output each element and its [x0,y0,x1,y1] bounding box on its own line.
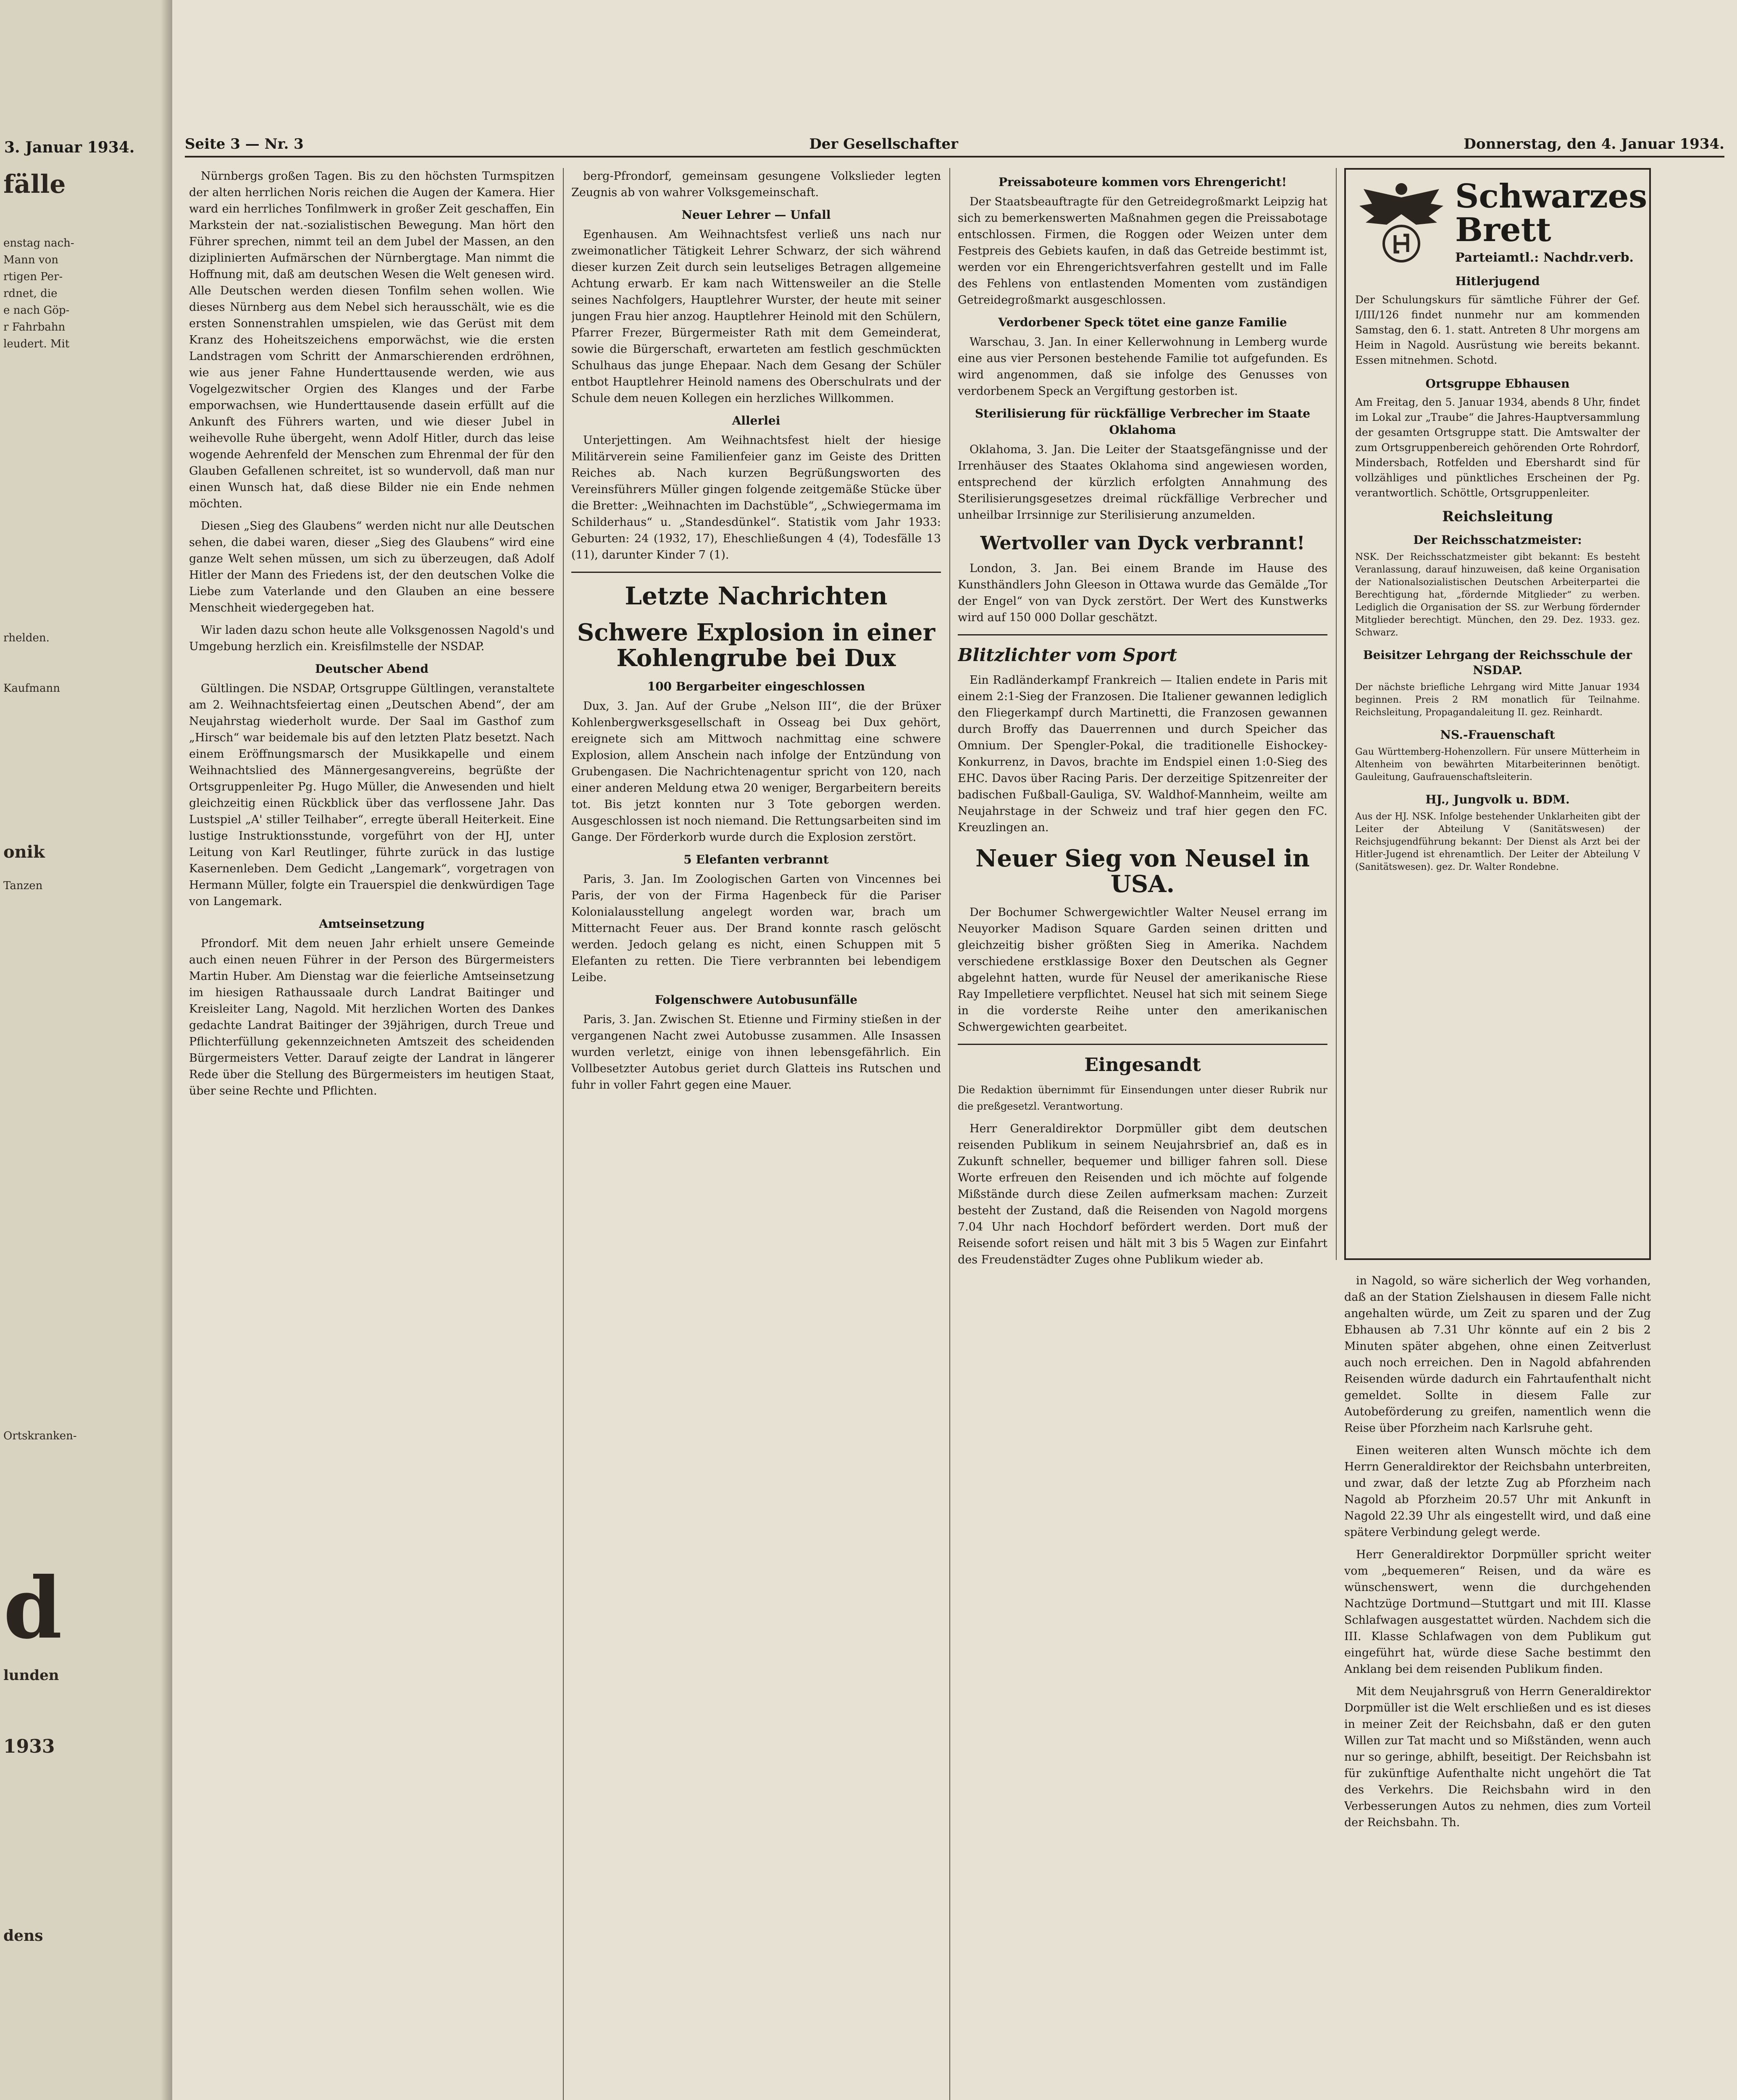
notice-subheading: Beisitzer Lehrgang der Reichsschule der NSDAP. [1363,648,1632,677]
spine-fragment: rhelden. [3,632,50,644]
article-paragraph: Herr Generaldirektor Dorpmüller spricht weiter vom „bequemeren“ Reisen, und da wäre es wünschenswert, wenn die durchgehenden Nachtzüge Dortmund—Stuttgart und mit III. Klasse Schlafwagen ausgestattet würden. Nachdem sich die III. Klasse Schlafwagen von dem Publikum gut eingeführt hat, würde diese Sache bestimmt den Anklang bei dem reisenden Publikum finden. [1344,1548,1651,1676]
spine-fragment: 1933 [3,1736,55,1757]
spine-fragment: Ortskranken- [3,1430,77,1442]
notice-paragraph: Am Freitag, den 5. Januar 1934, abends 8 Uhr, findet im Lokal zur „Traube“ die Jahres-Hauptversammlung der gesamten Ortsgruppe statt. Die Amtswalter der zum Ortsgruppenbereich gehörenden Orte Rohrdorf, Mindersbach, Rotfelden und Ebershardt sind für vollzähliges und pünktliches Erscheinen der Pg. verantwortlich. Schöttle, Ortsgruppenleiter. [1355,396,1640,499]
notice-heading: Ortsgruppe Ebhausen [1425,377,1570,391]
article-paragraph: Oklahoma, 3. Jan. Die Leiter der Staatsgefängnisse und der Irrenhäuser des Staates Oklahoma sind angewiesen worden, entsprechend der kürzlich erfolgten Annahmung des Sterilisierungsgesetzes dreimal rückfällige Verbrecher und unheilbar Irrsinnige zur Sterilisierung anzumelden. [958,443,1327,522]
article-paragraph: Dux, 3. Jan. Auf der Grube „Nelson III“, die der Brüxer Kohlenbergwerksgesellschaft in Osseag bei Dux gehört, ereignete sich am Mittwoch nachmittag eine schwere Explosion, allem Anschein nach infolge der Entzündung von Grubengasen. Die Nachrichtenagentur spricht von 120, nach einer anderen Meldung etwa 20 weniger, Bergarbeitern bereits tot. Bis jetzt konnten nur 3 Tote geborgen werden. Ausgeschlossen ist noch niemand. Die Rettungsarbeiten sind im Gange. Der Förderkorb wurde durch die Explosion zerstört. [571,699,941,844]
notice-heading: NS.-Frauenschaft [1440,728,1555,742]
column-2 [571,168,941,2100]
spine-fragment: enstag nach- [3,237,74,249]
notice-board-subtitle: Parteiamtl.: Nachdr.verb. [1455,250,1634,265]
notice-paragraph: Gau Württemberg-Hohenzollern. Für unsere Mütterheim in Altenheim von bewährten Mitarbeiterinnen benötigt. Gauleitung, Gaufrauenschaftsleiterin. [1355,747,1640,782]
spine-fragment: fälle [3,170,66,199]
column-4-continuation [1344,1273,1651,2100]
eagle-emblem-icon [1355,181,1448,265]
spine-fragment: leudert. Mit [3,338,70,350]
page-number: Seite 3 — Nr. 3 [185,136,304,152]
spine-fragment: d [3,1559,62,1658]
article-heading: Sterilisierung für rückfällige Verbrecher im Staate Oklahoma [975,407,1311,437]
article-heading: 5 Elefanten verbrannt [683,852,829,866]
article-paragraph: Diesen „Sieg des Glaubens“ werden nicht nur alle Deutschen sehen, die dabei waren, dieser „Sieg des Glaubens“ wird eine ganze Welt sehen müssen, um sich zu überzeugen, daß Adolf Hitler der Mann des Friedens ist, der den deutschen Volke die Liebe zum Vaterlande und den Glauben an eine bessere Menschheit wiedergegeben hat. [189,520,554,614]
article-paragraph: Paris, 3. Jan. Zwischen St. Etienne und Firminy stießen in der vergangenen Nacht zwei Autobusse zusammen. Alle Insassen wurden verletzt, einige von ihnen lebensgefährlich. Ein Vollbesetzter Autobus geriet durch Glatteis ins Rutschen und fuhr in voller Fahrt gegen eine Mauer. [571,1013,941,1092]
newspaper-name: Der Gesellschafter [809,136,958,152]
article-heading: Neuer Lehrer — Unfall [681,208,831,222]
spine-fragment: r Fahrbahn [3,321,66,333]
spine-fragment: rtigen Per- [3,270,63,283]
adjacent-page-edge [0,0,175,2100]
article-paragraph: Warschau, 3. Jan. In einer Kellerwohnung in Lemberg wurde eine aus vier Personen bestehende Familie tot aufgefunden. Es wird angenommen, daß sie infolge des Genusses von verdorbenem Speck an Vergiftung gestorben ist. [958,336,1327,398]
main-headline: Schwere Explosion in einer Kohlengrube bei Dux [577,618,936,672]
article-paragraph: Einen weiteren alten Wunsch möchte ich dem Herrn Generaldirektor der Reichsbahn unterbreiten, und zwar, daß der letzte Zug ab Pforzheim nach Nagold ab Pforzheim 20.57 Uhr mit Ankunft in Nagold 22.39 Uhr als eingestellt wird, und daß eine spätere Verbindung gelegt werde. [1344,1444,1651,1539]
page-fold-shadow [160,0,172,2100]
sub-headline: 100 Bergarbeiter eingeschlossen [647,679,865,693]
section-headline: Eingesandt [1084,1054,1201,1076]
article-paragraph: Gültlingen. Die NSDAP, Ortsgruppe Gültlingen, veranstaltete am 2. Weihnachtsfeiertag einen „Deutschen Abend“, der am Neujahrstag wiederholt wurde. Der Saal im Gasthof zum „Hirsch“ war beidemale bis auf den letzten Platz besetzt. Nach einem Eröffnungsmarsch der Musikkapelle und einem Weihnachtslied des Männergesangvereins, begrüßte der Ortsgruppenleiter Pg. Hugo Müller, die Anwesenden und hielt gleichzeitig einen Rückblick über das verflossene Jahr. Das Lustspiel „A' stiller Teilhaber“, erregte überall Heiterkeit. Eine lustige Instruktionsstunde, vorgeführt von der HJ, unter Leitung von Karl Reutlinger, führte zurück in das lustige Kasernenleben. Dem Gedicht „Langemark“, vorgetragen von Hermann Müller, folgte ein Trauerspiel die denkwürdigen Tage von Langemark. [189,682,554,908]
article-paragraph: in Nagold, so wäre sicherlich der Weg vorhanden, daß an der Station Zielshausen in diesem Falle nicht angehalten würde, um Zeit zu sparen und der Zug Ebhausen ab 7.31 Uhr könnte auf ein 2 bis 2 Minuten später abgehen, ohne einen Zeitverlust auch noch erreichen. Den in Nagold abfahrenden Reisenden würde dadurch ein Fahrtaufenthalt nicht gemeldet. Sollte in diesem Falle zur Autobeförderung zu greifen, namentlich wenn die Reise über Pforzheim nach Karlsruhe geht. [1344,1274,1651,1435]
spine-fragment: onik [3,842,45,862]
page-header [185,132,1724,158]
spine-fragment: e nach Göp- [3,304,70,317]
article-paragraph: Paris, 3. Jan. Im Zoologischen Garten von Vincennes bei Paris, der von der Firma Hagenbeck für die Pariser Kolonialausstellung angelegt worden war, brach um Mitternacht Feuer aus. Der Brand konnte rasch gelöscht werden. Jedoch gelang es nicht, einen Schuppen mit 5 Elefanten zu retten. Die Tiere verbrannten bei lebendigem Leibe. [571,872,941,984]
divider [571,572,941,573]
article-paragraph: berg-Pfrondorf, gemeinsam gesungene Volkslieder legten Zeugnis ab von wahrer Volksgemeinschaft. [571,170,941,199]
article-paragraph: Pfrondorf. Mit dem neuen Jahr erhielt unsere Gemeinde auch einen neuen Führer in der Person des Bürgermeisters Martin Huber. Am Dienstag war die feierliche Amtseinsetzung im hiesigen Rathaussaale durch Landrat Baitinger und Kreisleiter Lang, Nagold. Mit herzlichen Worten des Dankes gedachte Landrat Baitinger der 39jährigen, durch Treue und Pflichterfüllung gekennzeichneten Amtszeit des scheidenden Bürgermeisters Vetter. Darauf zeigte der Landrat in längerer Rede über die Stellung des Bürgermeisters im heutigen Staat, über seine Rechte und Pflichten. [189,937,554,1097]
notice-board-header [1355,177,1648,265]
article-paragraph: Herr Generaldirektor Dorpmüller gibt dem deutschen reisenden Publikum in seinem Neujahrsbrief an, daß es in Zukunft schneller, bequemer und billiger fahren soll. Diese Worte erfreuen den Reisenden und ich möchte auf folgende Mißstände durch diese Zeilen aufmerksam machen: Zurzeit besteht der Zustand, daß die Reisenden von Nagold morgens 7.04 Uhr nach Hochdorf befördert werden. Dort muß der Reisende sofort reisen und hält mit 3 bis 5 Wagen zur Einfahrt des Freudenstädter Zuges ohne Publikum wieder ab. [958,1122,1327,1267]
article-heading: Preissaboteure kommen vors Ehrengericht! [998,175,1287,189]
notice-heading: Hitlerjugend [1455,274,1540,288]
spine-fragment: rdnet, die [3,287,58,300]
article-paragraph: Mit dem Neujahrsgruß von Herrn Generaldirektor Dorpmüller ist die Welt erschließen und es ist dieses in meiner Zeit der Reichsbahn, daß er den guten Willen zur Tat macht und so Mißständen, wenn auch nur so geringe, abhilft, beseitigt. Der Reichsbahn ist für zukünftige Aufenthalte nicht ungehört die Tat des Verkehrs. Die Reichsbahn wird in den Verbesserungen Autos zu nehmen, dies zum Vorteil der Reichsbahn. Th. [1344,1685,1651,1829]
notice-board-title: Schwarzes Brett [1455,177,1648,249]
issue-date: Donnerstag, den 4. Januar 1934. [1464,136,1724,152]
editorial-note: Die Redaktion übernimmt für Einsendungen unter dieser Rubrik nur die preßgesetzl. Verantwortung. [958,1084,1327,1113]
column-3 [958,168,1327,2100]
article-paragraph: Unterjettingen. Am Weihnachtsfest hielt der hiesige Militärverein seine Familienfeier ganz im Geiste des Dritten Reiches ab. Nach kurzen Begrüßungsworten des Vereinsführers Müller gingen folgende zeitgemäße Stücke über die Bretter: „Weihnachten im Dachstüble“, „Schwiegermama im Schilderhaus“ u. „Standesdünkel“. Statistik vom Jahr 1933: Geburten: 24 (1932, 17), Eheschließungen 4 (4), Todesfälle 13 (11), darunter Kinder 7 (1). [571,434,941,562]
article-heading: Folgenschwere Autobusunfälle [654,992,858,1007]
divider [958,1044,1327,1045]
article-headline: Wertvoller van Dyck verbrannt! [980,533,1305,554]
section-headline: Letzte Nachrichten [625,582,888,610]
column-1 [189,168,554,2100]
article-heading: Allerlei [732,414,780,428]
newspaper-page [172,0,1737,2100]
article-heading: Amtseinsetzung [319,917,425,931]
article-paragraph: Ein Radländerkampf Frankreich — Italien endete in Paris mit einem 2:1-Sieg der Franzosen. Die Italiener gewannen lediglich den Fliegerkampf durch Martinetti, die Franzosen gewannen durch Broffy das Dauerrennen und durch Speicher das Omnium. Der Spengler-Pokal, die traditionelle Eishockey-Konkurrenz, in Davos, brachte im Endspiel einen 1:0-Sieg des EHC. Davos über Racing Paris. Der derzeitige Spitzenreiter der badischen Fußball-Gauliga, SV. Waldhof-Mannheim, weilte am Neujahrstage in der Schweiz und traf hier gegen den FC. Kreuzlingen an. [958,673,1327,834]
article-heading: Deutscher Abend [315,662,428,676]
column-rule [949,168,950,2100]
section-headline: Blitzlichter vom Sport [958,645,1177,666]
article-paragraph: Egenhausen. Am Weihnachtsfest verließ uns nach nur zweimonatlicher Tätigkeit Lehrer Schwarz, der sich während dieser kurzen Zeit durch sein leutseliges Betragen allgemeine Achtung erwarb. Er kam nach Wittensweiler an die Stelle seines Nachfolgers, Hauptlehrer Wurster, der heute mit seiner jungen Frau hier anzog. Hauptlehrer Heinold mit den Schülern, Pfarrer Frezer, Bürgermeister Rath mit dem Gemeinderat, sowie die Bürgerschaft, erwarteten am festlich geschmückten Schulhaus das junge Ehepaar. Nach dem Gesang der Schüler entbot Hauptlehrer Heinold namens des Oberschulrats und der Schule dem neuen Kollegen ein herzliches Willkommen. [571,228,941,405]
article-paragraph: Wir laden dazu schon heute alle Volksgenossen Nagold's und Umgebung herzlich ein. Kreisfilmstelle der NSDAP. [189,624,554,653]
notice-board-box [1344,168,1651,1260]
spine-fragment: Tanzen [3,879,43,892]
article-paragraph: Der Bochumer Schwergewichtler Walter Neusel errang im Neuyorker Madison Square Garden seinen dritten und gleichzeitig bisher größten Sieg in Amerika. Nachdem verschiedene erstklassige Boxer den Deutschen als Gegner abgelehnt hatten, wurde für Neusel der amerikanische Riese Ray Impelletiere verpflichtet. Neusel hat sich mit seinem Siege in die vorderste Reihe unter den amerikanischen Schwergewichten gearbeitet. [958,906,1327,1034]
article-headline: Neuer Sieg von Neusel in USA. [975,844,1310,898]
notice-paragraph: Der Schulungskurs für sämtliche Führer der Gef. I/III/126 findet nunmehr nur am kommenden Samstag, den 6. 1. statt. Antreten 8 Uhr morgens am Heim in Nagold. Ausrüstung wie bereits bekannt. Essen mitnehmen. Schotd. [1355,294,1640,366]
column-rule [563,168,564,2100]
spine-fragment: dens [3,1927,43,1945]
notice-paragraph: Aus der HJ. NSK. Infolge bestehender Unklarheiten gibt der Leiter der Abteilung V (Sanitätswesen) der Reichsjugendführung bekannt: Der Dienst als Arzt bei der Hitler-Jugend ist ehrenamtlich. Der Leiter der Abteilung V (Sanitätswesen). gez. Dr. Walter Rondebne. [1355,811,1640,872]
notice-heading: Reichsleitung [1442,508,1553,525]
divider [958,634,1327,635]
article-paragraph: Nürnbergs großen Tagen. Bis zu den höchsten Turmspitzen der alten herrlichen Noris reichen die Augen der Kamera. Hier ward ein herrliches Tonfilmwerk in großer Zeit geschaffen, Ein Markstein der nat.-sozialistischen Bewegung. Man hört den Führer sprechen, nimmt teil an dem Jubel der Massen, an den diziplinierten Aufmärschen der Nürnbergtage. Man nimmt die Hoffnung mit, daß am deutschen Wesen die Welt genesen wird. Alle Deutschen werden diesen Tonfilm sehen wollen. Wie dieses Nürnberg aus dem Nebel sich herausschält, wie es die ersten Sonnenstrahlen umspielen, wie das Gerüst mit dem Kranz des Hoheitszeichens emporwächst, wie die ersten Landstragen vom Schritt der Anmarschierenden erdröhnen, wie aus jener Fahne Hunderttausende werden, wie aus Vogelgezwitscher Orgien des Klanges und der Farbe emporwachsen, wie Hunderttausende dasein erfüllt auf die Ankunft des Führers warten, und wie dieser Jubel in weihevolle Ruhe übergeht, wenn Adolf Hitler, durch das leise wogende Aehrenfeld der Menschen zum Ehrenmal der für den Glauben Gefallenen schreitet, ist so wundervoll, daß man nur einen Wunsch hat, daß diese Bilder nie ein Ende nehmen möchten. [189,170,554,510]
notice-paragraph: Der nächste briefliche Lehrgang wird Mitte Januar 1934 beginnen. Preis 2 RM monatlich für Teilnahme. Reichsleitung, Propagandaleitung II. gez. Reinhardt. [1355,682,1640,718]
article-paragraph: Der Staatsbeauftragte für den Getreidegroßmarkt Leipzig hat sich zu bemerkenswerten Maßnahmen gegen die Preissabotage entschlossen. Firmen, die Roggen oder Weizen unter dem Festpreis des Gebiets kaufen, in daß das Getreide bestimmt ist, werden vor ein Ehrengerichtsverfahren gestellt und im Falle des Fehlens von entlastenden Momenten vom zuständigen Getreidegroßmarkt ausgeschlossen. [958,195,1327,307]
spine-fragment: lunden [3,1667,59,1684]
spine-fragment: Kaufmann [3,682,60,695]
notice-heading: HJ., Jungvolk u. BDM. [1425,793,1570,806]
notice-paragraph: NSK. Der Reichsschatzmeister gibt bekannt: Es besteht Veranlassung, darauf hinzuweisen, daß keine Organisation der Nationalsozialistischen Deutschen Arbeiterpartei die Berechtigung hat, „fördernde Mitglieder“ zu werben. Lediglich die Organisation der SS. zur Werbung fördernder Mitglieder berechtigt. München, den 29. Dez. 1933. gez. Schwarz. [1355,552,1640,638]
spine-fragment: Mann von [3,254,58,266]
notice-subheading: Der Reichsschatzmeister: [1413,533,1582,547]
article-paragraph: London, 3. Jan. Bei einem Brande im Hause des Kunsthändlers John Gleeson in Ottawa wurde das Gemälde „Tor der Engel“ von van Dyck zerstört. Der Wert des Kunstwerks wird auf 150 000 Dollar geschätzt. [958,562,1327,625]
column-rule [1336,168,1337,1260]
article-heading: Verdorbener Speck tötet eine ganze Familie [998,315,1287,329]
spine-date: 3. Januar 1934. [4,139,135,156]
